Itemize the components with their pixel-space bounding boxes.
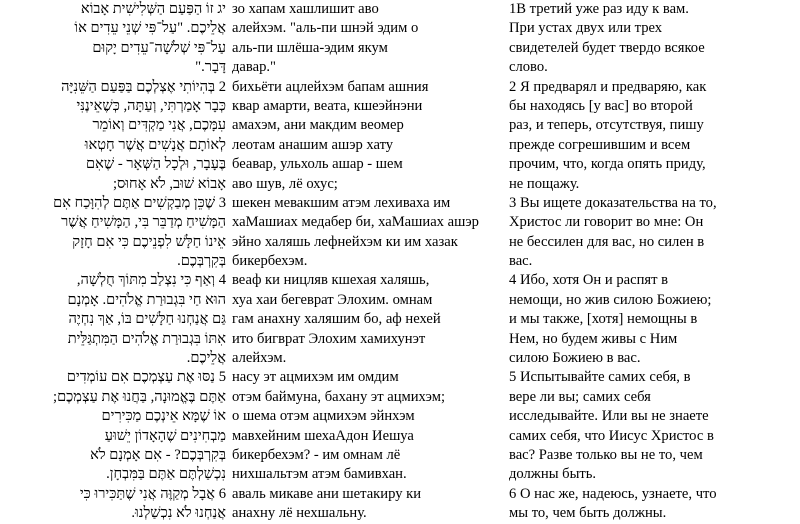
hebrew-line: נִכְשַׁלְתֶּם אַתֶּם בַּמִּבְחָן.	[106, 466, 226, 483]
russian-line: не пощажу.	[509, 175, 580, 192]
hebrew-line: אָבוֹא שׁוּב, לֹא אָחוּס;	[112, 175, 226, 192]
transliteration-line: аль-пи шлёша-эдим якум	[232, 39, 388, 56]
transliteration-line: анахну лё нехшальну.	[232, 505, 367, 522]
transliteration-column	[232, 0, 486, 522]
hebrew-line: 6 אֲבָל מְקַוֶּה אֲנִי שֶׁתַּכִּירוּ כִּי	[79, 485, 226, 502]
russian-line: прочим, что, когда опять приду,	[509, 156, 706, 173]
russian-line: бы находясь [у вас] во второй	[509, 97, 693, 114]
transliteration-line: давар."	[232, 59, 276, 76]
transliteration-line: бикербехэм? - им омнам лё	[232, 446, 401, 463]
transliteration-line: зо хапам хашлишит аво	[232, 1, 379, 17]
russian-line: силою Божиею в вас.	[509, 350, 641, 367]
hebrew-line: אֲלֵיכֶם.	[186, 350, 226, 367]
hebrew-line: גַּם אֲנַחְנוּ חַלָּשִׁים בּוֹ, אַךְ נִחְיֶה	[68, 311, 226, 328]
russian-line: 4 Ибо, хотя Он и распят в	[509, 272, 669, 289]
russian-line: При устах двух или трех	[509, 20, 663, 37]
russian-line: Нем, но будем живы с Ним	[509, 330, 678, 347]
hebrew-line: בֶּעָבָר, וּלְכָל הַשְּׁאָר - שֶׁאִם	[86, 156, 226, 173]
hebrew-line: 5 נַסּוּ אֶת עַצְמְכֶם אִם עוֹמְדִים	[66, 369, 226, 386]
russian-line: 6 О нас же, надеюсь, узнаете, что	[509, 485, 717, 502]
transliteration-line: хаМашиах медабер би, хаМашиах ашэр	[232, 214, 479, 231]
hebrew-line: דָּבָר."	[195, 59, 226, 76]
hebrew-column	[0, 0, 228, 522]
russian-line: вере ли вы; самих себя	[509, 388, 651, 405]
hebrew-line: כְּבָר אָמַרְתִּי, וְעַתָּה, כְּשֶׁאֵינֶנִּי	[76, 97, 226, 114]
hebrew-line: עִמָּכֶם, אֲנִי מַקְדִּים וְאוֹמֵר	[92, 117, 226, 134]
hebrew-line: אַתֶּם בֶּאֱמוּנָה, בַּחֲנוּ אֶת עַצְמְכֶם;	[53, 388, 226, 405]
hebrew-line: אֲלֵיכֶם. "עַל־פִּי שְׁנֵי עֵדִים אוֹ	[74, 20, 226, 37]
hebrew-line: יג זוֹ הַפַּעַם הַשְּׁלִישִׁית אָבוֹא	[80, 1, 226, 17]
transliteration-line: алейхэм. "аль-пи шнэй эдим о	[232, 20, 419, 37]
transliteration-line: нихшальтэм атэм бамивхан.	[232, 466, 407, 483]
russian-line: самих себя, что Иисус Христос в	[509, 427, 714, 444]
russian-line: 3 Вы ищете доказательства на то,	[509, 194, 717, 211]
transliteration-line: амахэм, ани макдим веомер	[232, 117, 404, 134]
russian-line: 5 Испытывайте самих себя, в	[509, 369, 691, 386]
transliteration-line: алейхэм.	[232, 350, 287, 367]
hebrew-line: הוּא חַי בִּגְבוּרַת אֱלֹהִים. אָמְנָם	[67, 291, 226, 308]
hebrew-line: 2 בְּהִיוֹתִי אֶצְלְכֶם בַּפַּעַם הַשֵּׁנִיָּה	[61, 78, 226, 95]
hebrew-line: לְאוֹתָם אֲנָשִׁים אֲשֶׁר חָטְאוּ	[84, 136, 226, 153]
russian-line: и мы также, [хотя] немощны в	[509, 311, 698, 328]
hebrew-line: אֵינוֹ חַלָּשׁ לִפְנֵיכֶם כִּי אִם חָזָק	[72, 233, 226, 250]
transliteration-line: беавар, ульхоль ашар - шем	[232, 156, 403, 173]
russian-line: прежде согрешившим и всем	[509, 136, 691, 153]
transliteration-line: насу эт ацмихэм им омдим	[232, 369, 399, 386]
russian-line: вас.	[509, 253, 533, 270]
transliteration-line: квар амарти, веата, кшеэйнэни	[232, 97, 423, 114]
transliteration-line: гам анахну халяшим бо, аф нехей	[232, 311, 441, 328]
russian-line: не бессилен для вас, но силен в	[509, 233, 705, 250]
transliteration-line: леотам анашим ашэр хату	[232, 136, 394, 153]
hebrew-line: עַל־פִּי שְׁלֹשָׁה־עֵדִים יָקוּם	[92, 39, 226, 56]
hebrew-line: מַבְחִינִים שֶׁהָאָדוֹן יֵשׁוּעַ	[104, 427, 226, 444]
transliteration-line: аво шув, лё охус;	[232, 175, 338, 192]
hebrew-line: אוֹ שֶׁמָּא אֵינְכֶם מַכִּירִים	[101, 408, 226, 425]
transliteration-line: бихьёти ацлейхэм бапам ашния	[232, 78, 429, 95]
transliteration-line: ито бигврат Элохим хамихунэт	[232, 330, 426, 347]
transliteration-line: эйно халяшь лефнейхэм ки им хазак	[232, 233, 458, 250]
transliteration-line: бикербехэм.	[232, 253, 308, 270]
russian-line: вас? Разве только вы не то, чем	[509, 446, 703, 463]
hebrew-line: 3 שֶׁכֵּן מְבַקְשִׁים אַתֶּם לְהִוָּכַח אִם	[53, 194, 226, 211]
transliteration-line: хуа хаи бегеврат Элохим. омнам	[232, 291, 433, 308]
russian-line: 2 Я предварял и предваряю, как	[509, 78, 707, 95]
transliteration-line: отэм баймуна, бахану эт ацмихэм;	[232, 388, 446, 405]
russian-line: слово.	[509, 59, 548, 76]
russian-line: 1В третий уже раз иду к вам.	[509, 1, 689, 17]
transliteration-line: веаф ки ницляв кшехая халяшь,	[232, 272, 430, 289]
russian-line: немощи, но жив силою Божиею;	[509, 291, 712, 308]
hebrew-line: בְּקִרְבְּכֶם.	[177, 253, 226, 270]
transliteration-line: аваль микаве ани шетакиру ки	[232, 485, 422, 502]
hebrew-line: אֲנַחְנוּ לֹא נִכְשַׁלְנוּ.	[131, 505, 226, 522]
hebrew-line: 4 וְאַף כִּי נִצְלַב מִתּוֹךְ חֻלְשָׁה,	[76, 272, 226, 289]
russian-line: раз, и теперь, отсутствуя, пишу	[509, 117, 704, 134]
hebrew-line: הַמָּשִׁיחַ מְדַבֵּר בִּי, הַמָּשִׁיחַ אֲשֶׁר	[61, 214, 226, 231]
transliteration-line: мавхейним шехаАдон Иешуа	[232, 427, 414, 444]
russian-line: свидетелей будет твердо всякое	[509, 39, 705, 56]
transliteration-line: о шема отэм ацмихэм эйнхэм	[232, 408, 415, 425]
hebrew-line: בְּקִרְבְּכֶם? - אִם אָמְנָם לֹא	[90, 446, 226, 463]
transliteration-line: шекен мевакшим атэм лехиваха им	[232, 194, 451, 211]
hebrew-line: אִתּוֹ בִּגְבוּרַת אֱלֹהִים הַמִּתְגַּלֵּית	[67, 330, 226, 347]
russian-line: Христос ли говорит во мне: Он	[509, 214, 704, 231]
russian-line: мы то, чем быть должны.	[509, 505, 667, 522]
russian-line: исследывайте. Или вы не знаете	[509, 408, 709, 425]
russian-line: должны быть.	[509, 466, 597, 483]
russian-column	[509, 0, 800, 522]
